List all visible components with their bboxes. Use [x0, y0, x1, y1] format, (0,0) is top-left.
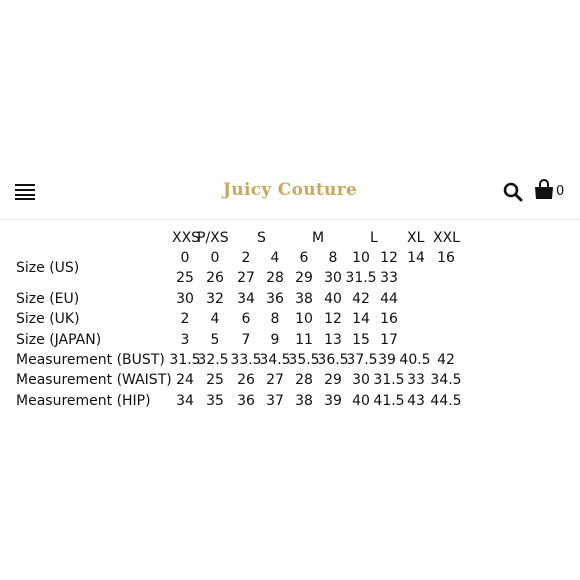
- table-cell: 4: [270, 250, 280, 266]
- table-cell: 7: [241, 332, 251, 348]
- table-cell: 8: [328, 250, 338, 266]
- table-cell: 31.5: [169, 352, 201, 368]
- table-cell: 42: [352, 291, 370, 307]
- table-cell: 27: [266, 372, 284, 388]
- table-cell: 28: [295, 372, 313, 388]
- table-cell: 6: [241, 311, 251, 327]
- size-header-p-xs: P/XS: [197, 230, 229, 246]
- table-cell: 34: [176, 393, 194, 409]
- table-cell: 29: [295, 270, 313, 286]
- cart-count[interactable]: 0: [556, 184, 565, 199]
- table-cell: 31.5: [373, 372, 405, 388]
- table-cell: 2: [241, 250, 251, 266]
- table-cell: 37.5: [346, 352, 378, 368]
- table-cell: 3: [180, 332, 190, 348]
- table-cell: 36.5: [317, 352, 349, 368]
- table-cell: 32: [206, 291, 224, 307]
- size-header-xxl: XXL: [433, 230, 460, 246]
- table-cell: 26: [237, 372, 255, 388]
- table-cell: 44: [380, 291, 398, 307]
- table-cell: 26: [206, 270, 224, 286]
- table-cell: 14: [407, 250, 425, 266]
- row-label: Measurement (BUST): [16, 352, 165, 368]
- table-cell: 24: [176, 372, 194, 388]
- table-cell: 40: [352, 393, 370, 409]
- table-cell: 16: [380, 311, 398, 327]
- table-cell: 10: [295, 311, 313, 327]
- table-cell: 33: [380, 270, 398, 286]
- table-cell: 34: [237, 291, 255, 307]
- brand-logo[interactable]: Juicy Couture: [222, 180, 358, 200]
- size-header-xxs: XXS: [172, 230, 201, 246]
- table-cell: 10: [352, 250, 370, 266]
- row-label: Measurement (HIP): [16, 393, 151, 409]
- table-cell: 12: [324, 311, 342, 327]
- table-cell: 25: [176, 270, 194, 286]
- row-label: Measurement (WAIST): [16, 372, 172, 388]
- table-cell: 5: [210, 332, 220, 348]
- table-cell: 39: [378, 352, 396, 368]
- table-cell: 14: [352, 311, 370, 327]
- table-cell: 36: [266, 291, 284, 307]
- table-cell: 0: [180, 250, 190, 266]
- row-label: Size (US): [16, 260, 80, 276]
- table-cell: 32.5: [197, 352, 229, 368]
- table-cell: 15: [352, 332, 370, 348]
- row-label: Size (JAPAN): [16, 332, 102, 348]
- row-label: Size (EU): [16, 291, 80, 307]
- table-cell: 43: [407, 393, 425, 409]
- table-cell: 30: [352, 372, 370, 388]
- table-cell: 35: [206, 393, 224, 409]
- table-cell: 38: [295, 291, 313, 307]
- table-cell: 36: [237, 393, 255, 409]
- table-cell: 17: [380, 332, 398, 348]
- table-cell: 13: [324, 332, 342, 348]
- table-cell: 34.5: [259, 352, 291, 368]
- table-cell: 6: [299, 250, 309, 266]
- table-cell: 42: [437, 352, 455, 368]
- table-cell: 25: [206, 372, 224, 388]
- table-cell: 27: [237, 270, 255, 286]
- table-cell: 38: [295, 393, 313, 409]
- size-header-l: L: [370, 230, 378, 246]
- table-cell: 0: [210, 250, 220, 266]
- table-cell: 16: [437, 250, 455, 266]
- table-cell: 4: [210, 311, 220, 327]
- row-label: Size (UK): [16, 311, 80, 327]
- table-cell: 44.5: [430, 393, 462, 409]
- table-cell: 40: [324, 291, 342, 307]
- size-header-xl: XL: [407, 230, 425, 246]
- size-header-m: M: [312, 230, 325, 246]
- table-cell: 30: [324, 270, 342, 286]
- table-cell: 29: [324, 372, 342, 388]
- table-cell: 8: [270, 311, 280, 327]
- table-cell: 35.5: [288, 352, 320, 368]
- table-cell: 33.5: [230, 352, 262, 368]
- table-cell: 12: [380, 250, 398, 266]
- table-cell: 31.5: [345, 270, 377, 286]
- table-cell: 39: [324, 393, 342, 409]
- table-cell: 33: [407, 372, 425, 388]
- table-cell: 34.5: [430, 372, 462, 388]
- table-cell: 9: [270, 332, 280, 348]
- table-cell: 28: [266, 270, 284, 286]
- table-cell: 11: [295, 332, 313, 348]
- table-cell: 40.5: [399, 352, 431, 368]
- table-cell: 37: [266, 393, 284, 409]
- table-cell: 2: [180, 311, 190, 327]
- table-cell: 41.5: [373, 393, 405, 409]
- table-cell: 30: [176, 291, 194, 307]
- size-header-s: S: [257, 230, 266, 246]
